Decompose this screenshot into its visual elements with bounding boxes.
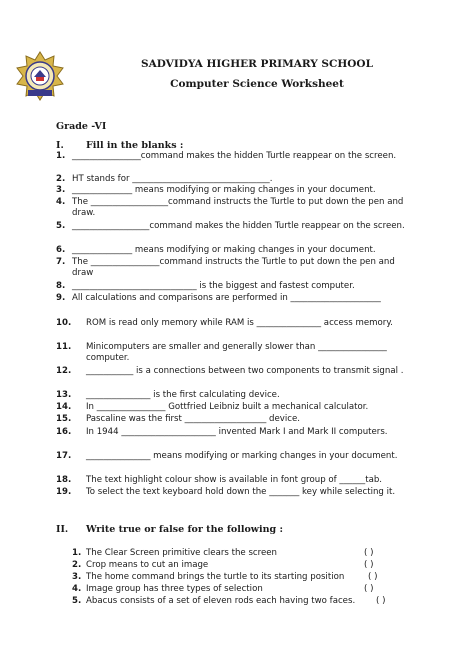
question-text: ________________command makes the hidden Turtle reappear on the screen. xyxy=(72,151,397,161)
list-item xyxy=(56,257,416,280)
list-item xyxy=(56,475,416,486)
section1-title: Fill in the blanks : xyxy=(86,140,184,151)
question-text: HT stands for ________________________________. xyxy=(72,174,273,184)
question-number: 9. xyxy=(56,293,66,303)
question-text: In 1944 ______________________ invented Mark I and Mark II computers. xyxy=(86,427,388,437)
answer-bracket: ( ) xyxy=(364,560,374,570)
question-text: The home command brings the turtle to its starting position xyxy=(86,572,345,582)
question-number: 5. xyxy=(72,596,82,606)
section2-heading xyxy=(56,524,283,535)
section2-title: Write true or false for the following : xyxy=(86,524,283,535)
list-item xyxy=(72,560,412,571)
question-text: The text highlight colour show is available in font group of ______tab. xyxy=(86,475,383,485)
question-number: 5. xyxy=(56,221,66,231)
question-text: _______________ means modifying or marking changes in your document. xyxy=(86,451,398,461)
list-item xyxy=(56,390,416,401)
answer-bracket: ( ) xyxy=(368,572,378,582)
list-item xyxy=(56,197,416,220)
question-number: 6. xyxy=(56,245,66,255)
list-item xyxy=(56,245,416,256)
list-item xyxy=(72,584,412,595)
question-text: The __________________command instructs the Turtle to put down the pen and draw. xyxy=(72,197,404,219)
question-text: Minicomputers are smaller and generally slower than ________________ computer. xyxy=(86,342,387,364)
question-number: 1. xyxy=(72,548,82,558)
question-number: 11. xyxy=(56,342,72,352)
question-text: The Clear Screen primitive clears the screen xyxy=(86,548,278,558)
question-number: 7. xyxy=(56,257,66,267)
question-text: Image group has three types of selection xyxy=(86,584,263,594)
section1-heading xyxy=(56,140,183,151)
question-text: In ________________ Gottfried Leibniz built a mechanical calculator. xyxy=(86,402,369,412)
question-text: Pascaline was the first ___________________ device. xyxy=(86,414,300,424)
question-text: To select the text keyboard hold down the _______ key while selecting it. xyxy=(86,487,396,497)
question-text: The ________________command instructs the Turtle to put down the pen and draw xyxy=(72,257,395,279)
question-text: ______________ means modifying or making changes in your document. xyxy=(72,245,376,255)
question-number: 3. xyxy=(56,185,66,195)
question-number: 17. xyxy=(56,451,72,461)
question-number: 14. xyxy=(56,402,72,412)
question-number: 10. xyxy=(56,318,72,328)
question-number: 3. xyxy=(72,572,82,582)
question-number: 12. xyxy=(56,366,72,376)
list-item xyxy=(56,366,416,377)
list-item xyxy=(72,596,412,607)
answer-bracket: ( ) xyxy=(364,584,374,594)
question-text: _____________________________ is the biggest and fastest computer. xyxy=(72,281,355,291)
question-text: _______________ is the first calculating device. xyxy=(86,390,280,400)
question-text: All calculations and comparisons are performed in _____________________ xyxy=(72,293,381,303)
list-item xyxy=(56,487,416,498)
list-item xyxy=(56,414,416,425)
question-number: 8. xyxy=(56,281,66,291)
question-text: ROM is read only memory while RAM is _______________ access memory. xyxy=(86,318,393,328)
list-item xyxy=(56,342,416,365)
question-text: Crop means to cut an image xyxy=(86,560,209,570)
question-text: ______________ means modifying or making changes in your document. xyxy=(72,185,376,195)
question-number: 15. xyxy=(56,414,72,424)
list-item xyxy=(72,572,412,583)
list-item xyxy=(56,293,416,304)
question-number: 16. xyxy=(56,427,72,437)
list-item xyxy=(56,402,416,413)
list-item xyxy=(56,318,416,329)
section1-number: I. xyxy=(56,140,64,151)
question-number: 13. xyxy=(56,390,72,400)
question-number: 4. xyxy=(72,584,82,594)
answer-bracket: ( ) xyxy=(364,548,374,558)
answer-bracket: ( ) xyxy=(376,596,386,606)
question-number: 2. xyxy=(72,560,82,570)
school-name: SADVIDYA HIGHER PRIMARY SCHOOL xyxy=(141,58,373,70)
question-number: 18. xyxy=(56,475,72,485)
list-item xyxy=(56,451,416,462)
list-item xyxy=(56,151,416,162)
question-number: 19. xyxy=(56,487,72,497)
question-text: ___________ is a connections between two components to transmit signal . xyxy=(86,366,404,376)
question-text: Abacus consists of a set of eleven rods each having two faces. xyxy=(86,596,356,606)
list-item xyxy=(56,174,416,185)
grade-label: Grade -VI xyxy=(56,121,107,132)
list-item xyxy=(56,221,416,232)
question-number: 2. xyxy=(56,174,66,184)
question-number: 4. xyxy=(56,197,66,207)
section2-number: II. xyxy=(56,524,69,535)
list-item xyxy=(72,548,412,559)
question-text: __________________command makes the hidden Turtle reappear on the screen. xyxy=(72,221,405,231)
list-item xyxy=(56,427,416,438)
list-item xyxy=(56,281,416,292)
list-item xyxy=(56,185,416,196)
worksheet-title: Computer Science Worksheet xyxy=(170,78,344,90)
question-number: 1. xyxy=(56,151,66,161)
